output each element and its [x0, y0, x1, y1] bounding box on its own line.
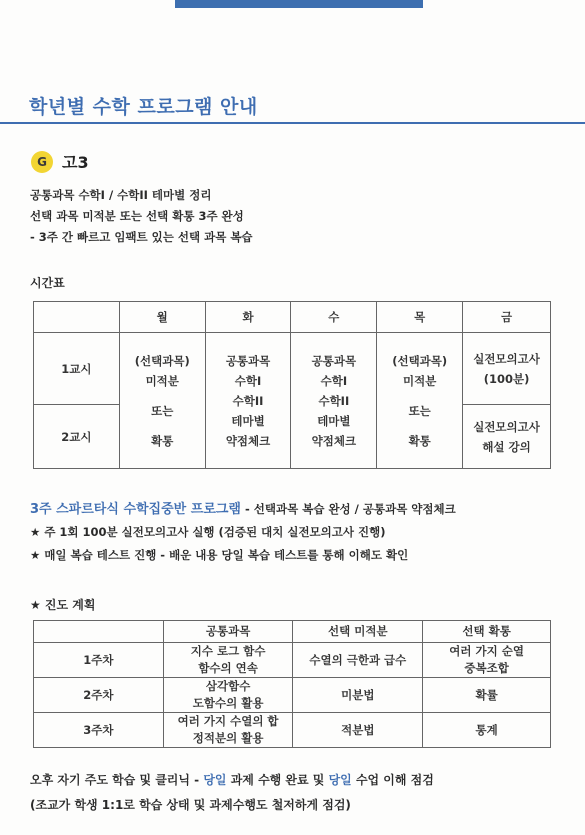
progress-header-row [34, 621, 551, 643]
mon-cell: (선택과목) 미적분 또는 확통 [119, 333, 205, 469]
timetable [33, 301, 551, 469]
grade-badge: G [31, 151, 53, 173]
program-bullet: ★ 매일 복습 테스트 진행 - 배운 내용 당일 복습 테스트를 통해 이해도 확인 [30, 548, 409, 562]
day-header: 화 [205, 302, 291, 333]
stats-cell: 여러 가지 순열 중복조합 [423, 643, 551, 678]
wed-cell: 공통과목 수학I 수학II 테마별 약점체크 [291, 333, 377, 469]
program-bullet: ★ 주 1회 100분 실전모의고사 실행 (검증된 대치 실전모의고사 진행) [30, 525, 386, 539]
progress-column-header: 공통과목 [163, 621, 293, 643]
timetable-row [34, 333, 551, 405]
thu-cell: (선택과목) 미적분 또는 확통 [377, 333, 463, 469]
intro-line: 선택 과목 미적분 또는 선택 확통 3주 완성 [30, 209, 244, 223]
timetable-corner [34, 302, 120, 333]
grade-label: 고3 [62, 153, 89, 172]
title-divider [0, 122, 585, 124]
progress-row [34, 713, 551, 748]
day-header: 금 [463, 302, 551, 333]
program-heading [30, 498, 456, 517]
day-header: 월 [119, 302, 205, 333]
common-cell: 지수 로그 함수 함수의 연속 [163, 643, 293, 678]
program-section [30, 498, 456, 563]
page-title: 학년별 수학 프로그램 안내 [29, 96, 258, 118]
week-label: 3주차 [34, 713, 164, 748]
common-cell: 삼각함수 도함수의 활용 [163, 678, 293, 713]
period-label: 1교시 [34, 333, 120, 405]
calculus-cell: 적분법 [293, 713, 423, 748]
intro-line: 공통과목 수학I / 수학II 테마별 정리 [30, 188, 212, 202]
timetable-header-row [34, 302, 551, 333]
stats-cell: 확률 [423, 678, 551, 713]
top-accent-bar [175, 0, 423, 8]
progress-row [34, 678, 551, 713]
progress-column-header: 선택 확통 [423, 621, 551, 643]
fri-period2-cell: 실전모의고사 해설 강의 [463, 405, 551, 469]
calculus-cell: 수열의 극한과 급수 [293, 643, 423, 678]
progress-heading: ★ 진도 계획 [30, 598, 96, 612]
progress-table [33, 620, 551, 748]
footer-line-2: (조교가 학생 1:1로 학습 상태 및 과제수행도 철저하게 점검) [30, 798, 351, 812]
fri-period1-cell: 실전모의고사 (100분) [463, 333, 551, 405]
program-title: 3주 스파르타식 수학집중반 프로그램 [30, 502, 241, 517]
footer-note [30, 771, 434, 813]
progress-corner [34, 621, 164, 643]
progress-row [34, 643, 551, 678]
stats-cell: 통계 [423, 713, 551, 748]
common-cell: 여러 가지 수열의 합 정적분의 활용 [163, 713, 293, 748]
intro-line: - 3주 간 빠르고 임팩트 있는 선택 과목 복습 [30, 230, 253, 244]
day-header: 목 [377, 302, 463, 333]
day-header: 수 [291, 302, 377, 333]
calculus-cell: 미분법 [293, 678, 423, 713]
footer-line-1: 오후 자기 주도 학습 및 클리닉 - 당일 과제 수행 완료 및 당일 수업 이해 점검 [30, 773, 434, 787]
grade-heading [31, 150, 89, 173]
intro-text [30, 185, 253, 248]
period-label: 2교시 [34, 405, 120, 469]
timetable-heading: 시간표 [30, 276, 65, 290]
week-label: 2주차 [34, 678, 164, 713]
progress-column-header: 선택 미적분 [293, 621, 423, 643]
week-label: 1주차 [34, 643, 164, 678]
program-subtitle: - 선택과목 복습 완성 / 공통과목 약점체크 [241, 502, 456, 516]
tue-cell: 공통과목 수학I 수학II 테마별 약점체크 [205, 333, 291, 469]
